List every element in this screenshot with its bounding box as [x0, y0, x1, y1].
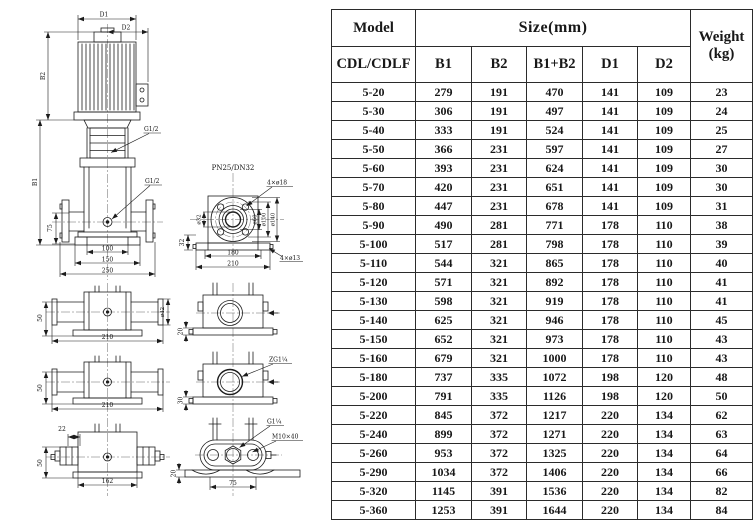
cell-model: 5-120	[332, 273, 416, 292]
table-row	[332, 406, 753, 425]
table-row	[332, 368, 753, 387]
port-view-1	[189, 283, 278, 335]
side3-dim-162-label: 162	[101, 478, 114, 485]
table-cell: 624	[527, 159, 583, 178]
table-cell: 1644	[527, 501, 583, 520]
table-cell: 141	[583, 102, 638, 121]
table-cell: 43	[691, 330, 753, 349]
cell-model: 5-110	[332, 254, 416, 273]
table-cell: 899	[416, 425, 472, 444]
port3-bolt-label: M10×40	[272, 433, 299, 441]
col-header-b1b2: B1+B2	[527, 47, 583, 83]
table-row	[332, 254, 753, 273]
dim-180-label: 180	[227, 249, 239, 257]
table-cell: 391	[472, 482, 527, 501]
col-header-d1: D1	[583, 47, 638, 83]
table-cell: 24	[691, 102, 753, 121]
table-cell: 191	[472, 121, 527, 140]
dim-100-label: 100	[101, 245, 114, 253]
table-cell: 597	[527, 140, 583, 159]
table-cell: 109	[638, 159, 691, 178]
table-cell: 198	[583, 387, 638, 406]
table-cell: 571	[416, 273, 472, 292]
table-cell: 82	[691, 482, 753, 501]
table-cell: 40	[691, 254, 753, 273]
table-cell: 1253	[416, 501, 472, 520]
cell-model: 5-140	[332, 311, 416, 330]
table-cell: 231	[472, 197, 527, 216]
bolt-holes-top-label: 4×ø18	[267, 179, 288, 187]
dimension-table-pane	[330, 0, 756, 517]
table-cell: 109	[638, 83, 691, 102]
side2-dim-210-label: 210	[101, 402, 114, 409]
dim-b2-label: B2	[40, 71, 47, 81]
table-cell: 321	[472, 273, 527, 292]
cell-model: 5-290	[332, 463, 416, 482]
cell-model: 5-220	[332, 406, 416, 425]
dim-d1-label: D1	[99, 11, 109, 19]
table-cell: 141	[583, 140, 638, 159]
table-cell: 366	[416, 140, 472, 159]
table-row	[332, 311, 753, 330]
table-cell: 1145	[416, 482, 472, 501]
table-cell: 110	[638, 254, 691, 273]
port1-dim-20-label: 20	[177, 327, 185, 336]
table-cell: 110	[638, 292, 691, 311]
cell-model: 5-240	[332, 425, 416, 444]
table-cell: 134	[638, 425, 691, 444]
table-cell: 62	[691, 406, 753, 425]
port2-thread-label: ZG1¼	[269, 356, 288, 364]
table-cell: 191	[472, 102, 527, 121]
col-header-b2: B2	[472, 47, 527, 83]
table-cell: 141	[583, 83, 638, 102]
table-cell: 1034	[416, 463, 472, 482]
table-cell: 141	[583, 197, 638, 216]
table-cell: 220	[583, 406, 638, 425]
table-cell: 134	[638, 406, 691, 425]
table-cell: 109	[638, 121, 691, 140]
port3-dim-75-label: 75	[229, 480, 237, 487]
table-cell: 598	[416, 292, 472, 311]
table-header-row-2	[332, 47, 753, 83]
table-cell: 335	[472, 368, 527, 387]
port3-thread-label: G1¼	[267, 418, 282, 426]
table-cell: 178	[583, 349, 638, 368]
weight-header-unit: (kg)	[708, 46, 735, 62]
table-cell: 134	[638, 501, 691, 520]
table-cell: 1536	[527, 482, 583, 501]
cell-model: 5-160	[332, 349, 416, 368]
table-cell: 321	[472, 254, 527, 273]
side3-dim-22-label: 22	[58, 426, 66, 433]
table-cell: 110	[638, 235, 691, 254]
weight-header	[691, 10, 753, 83]
table-cell: 64	[691, 444, 753, 463]
table-cell: 109	[638, 140, 691, 159]
table-cell: 1072	[527, 368, 583, 387]
table-cell: 134	[638, 482, 691, 501]
col-header-b1: B1	[416, 47, 472, 83]
cell-model: 5-80	[332, 197, 416, 216]
table-cell: 198	[583, 368, 638, 387]
surface-finish-mark	[268, 310, 274, 316]
table-row	[332, 463, 753, 482]
table-cell: 865	[527, 254, 583, 273]
flange-spec-label: PN25/DN32	[211, 164, 255, 172]
table-cell: 321	[472, 292, 527, 311]
table-cell: 372	[472, 406, 527, 425]
table-cell: 372	[472, 425, 527, 444]
table-cell: 973	[527, 330, 583, 349]
table-cell: 1406	[527, 463, 583, 482]
surface-finish-mark	[268, 379, 274, 385]
table-cell: 1126	[527, 387, 583, 406]
table-cell: 66	[691, 463, 753, 482]
table-cell: 306	[416, 102, 472, 121]
table-cell: 231	[472, 159, 527, 178]
table-cell: 84	[691, 501, 753, 520]
table-cell: 220	[583, 482, 638, 501]
cell-model: 5-30	[332, 102, 416, 121]
table-cell: 141	[583, 121, 638, 140]
pump-drawing-svg	[0, 0, 330, 500]
table-row	[332, 197, 753, 216]
table-cell: 652	[416, 330, 472, 349]
table-row	[332, 482, 753, 501]
table-cell: 27	[691, 140, 753, 159]
port2-dim-30-label: 30	[177, 396, 185, 405]
dim-32-label: 32	[179, 238, 186, 247]
table-row	[332, 102, 753, 121]
table-row	[332, 140, 753, 159]
cell-model: 5-150	[332, 330, 416, 349]
table-cell: 23	[691, 83, 753, 102]
table-cell: 1217	[527, 406, 583, 425]
dim-150-label: 150	[101, 256, 114, 264]
dia-32-label: ø32	[196, 214, 203, 225]
table-cell: 41	[691, 273, 753, 292]
table-cell: 1000	[527, 349, 583, 368]
dia-140-label: ø140	[270, 212, 277, 227]
table-cell: 335	[472, 387, 527, 406]
cell-model: 5-360	[332, 501, 416, 520]
table-cell: 946	[527, 311, 583, 330]
table-cell: 490	[416, 216, 472, 235]
cell-model: 5-40	[332, 121, 416, 140]
cell-model: 5-50	[332, 140, 416, 159]
table-cell: 109	[638, 102, 691, 121]
table-cell: 220	[583, 463, 638, 482]
table-cell: 953	[416, 444, 472, 463]
table-cell: 220	[583, 444, 638, 463]
table-cell: 178	[583, 216, 638, 235]
table-cell: 141	[583, 159, 638, 178]
table-cell: 524	[527, 121, 583, 140]
weight-header-word: Weight	[698, 29, 745, 45]
table-cell: 39	[691, 235, 753, 254]
table-row	[332, 273, 753, 292]
table-cell: 321	[472, 349, 527, 368]
table-cell: 391	[472, 501, 527, 520]
table-cell: 25	[691, 121, 753, 140]
cell-model: 5-200	[332, 387, 416, 406]
bolt-holes-bottom-label: 4×ø13	[280, 255, 301, 262]
cell-model: 5-320	[332, 482, 416, 501]
table-cell: 625	[416, 311, 472, 330]
table-row	[332, 425, 753, 444]
table-cell: 1325	[527, 444, 583, 463]
table-row	[332, 330, 753, 349]
table-cell: 134	[638, 463, 691, 482]
table-cell: 231	[472, 140, 527, 159]
table-cell: 178	[583, 330, 638, 349]
table-row	[332, 501, 753, 520]
thread-g12-top-label: G1/2	[144, 126, 159, 133]
table-cell: 31	[691, 197, 753, 216]
table-cell: 393	[416, 159, 472, 178]
table-row	[332, 444, 753, 463]
table-cell: 178	[583, 292, 638, 311]
pump-technical-drawing	[0, 0, 330, 500]
table-cell: 651	[527, 178, 583, 197]
table-cell: 63	[691, 425, 753, 444]
dim-75-label: 75	[47, 224, 54, 232]
side1-dim-50-label: 50	[37, 314, 44, 322]
table-cell: 321	[472, 311, 527, 330]
dim-d2-label: D2	[121, 24, 131, 32]
table-cell: 120	[638, 368, 691, 387]
table-cell: 372	[472, 463, 527, 482]
table-cell: 845	[416, 406, 472, 425]
table-row	[332, 178, 753, 197]
table-cell: 279	[416, 83, 472, 102]
table-header-row-1	[332, 10, 753, 47]
dim-250-label: 250	[101, 267, 114, 275]
table-cell: 771	[527, 216, 583, 235]
model-subheader: CDL/CDLF	[332, 47, 416, 83]
table-cell: 134	[638, 444, 691, 463]
table-cell: 110	[638, 273, 691, 292]
side1-dim-210-label: 210	[101, 334, 114, 341]
table-cell: 679	[416, 349, 472, 368]
port-view-2	[189, 352, 278, 404]
table-cell: 281	[472, 216, 527, 235]
table-cell: 798	[527, 235, 583, 254]
model-header: Model	[332, 10, 416, 47]
table-cell: 231	[472, 178, 527, 197]
table-cell: 737	[416, 368, 472, 387]
table-row	[332, 387, 753, 406]
table-cell: 791	[416, 387, 472, 406]
table-cell: 544	[416, 254, 472, 273]
table-cell: 281	[472, 235, 527, 254]
table-cell: 120	[638, 387, 691, 406]
table-cell: 321	[472, 330, 527, 349]
cell-model: 5-90	[332, 216, 416, 235]
table-row	[332, 216, 753, 235]
port-view-1-dimensions	[183, 321, 193, 342]
size-table	[331, 9, 753, 520]
table-cell: 1271	[527, 425, 583, 444]
table-cell: 678	[527, 197, 583, 216]
port-view-3	[185, 418, 300, 477]
table-cell: 497	[527, 102, 583, 121]
cell-model: 5-100	[332, 235, 416, 254]
table-row	[332, 349, 753, 368]
side3-dim-50-label: 50	[37, 459, 44, 467]
cell-model: 5-20	[332, 83, 416, 102]
table-cell: 110	[638, 330, 691, 349]
cell-model: 5-260	[332, 444, 416, 463]
table-cell: 372	[472, 444, 527, 463]
cell-model: 5-70	[332, 178, 416, 197]
cell-model: 5-180	[332, 368, 416, 387]
table-cell: 43	[691, 349, 753, 368]
table-row	[332, 235, 753, 254]
table-cell: 110	[638, 216, 691, 235]
table-row	[332, 292, 753, 311]
table-cell: 447	[416, 197, 472, 216]
table-cell: 109	[638, 178, 691, 197]
side1-dia-42-label: ø42	[160, 306, 166, 318]
table-cell: 220	[583, 425, 638, 444]
dim-b1-label: B1	[32, 177, 39, 187]
table-cell: 109	[638, 197, 691, 216]
table-cell: 178	[583, 273, 638, 292]
table-row	[332, 121, 753, 140]
table-cell: 517	[416, 235, 472, 254]
col-header-d2: D2	[638, 47, 691, 83]
table-cell: 420	[416, 178, 472, 197]
table-cell: 30	[691, 178, 753, 197]
table-cell: 470	[527, 83, 583, 102]
cell-model: 5-130	[332, 292, 416, 311]
table-row	[332, 159, 753, 178]
table-cell: 141	[583, 178, 638, 197]
size-table-body	[332, 83, 753, 520]
table-cell: 110	[638, 311, 691, 330]
dim-210-label: 210	[227, 260, 239, 268]
table-cell: 48	[691, 368, 753, 387]
dia-100-label: ø100	[261, 212, 268, 227]
table-cell: 41	[691, 292, 753, 311]
front-view-dimensions	[36, 15, 162, 277]
table-cell: 110	[638, 349, 691, 368]
table-cell: 919	[527, 292, 583, 311]
table-cell: 892	[527, 273, 583, 292]
table-cell: 333	[416, 121, 472, 140]
cell-model: 5-60	[332, 159, 416, 178]
side2-dim-50-label: 50	[37, 384, 44, 392]
table-cell: 191	[472, 83, 527, 102]
table-row	[332, 83, 753, 102]
table-cell: 178	[583, 254, 638, 273]
table-cell: 220	[583, 501, 638, 520]
thread-g12-side-label: G1/2	[145, 178, 160, 185]
table-cell: 38	[691, 216, 753, 235]
table-cell: 178	[583, 235, 638, 254]
size-header: Size(mm)	[416, 10, 691, 47]
motor-fins	[82, 44, 134, 110]
table-cell: 45	[691, 311, 753, 330]
table-cell: 30	[691, 159, 753, 178]
dia-60-label: ø60	[252, 214, 259, 225]
table-cell: 178	[583, 311, 638, 330]
port3-dim-20-label: 20	[170, 469, 178, 478]
table-cell: 50	[691, 387, 753, 406]
